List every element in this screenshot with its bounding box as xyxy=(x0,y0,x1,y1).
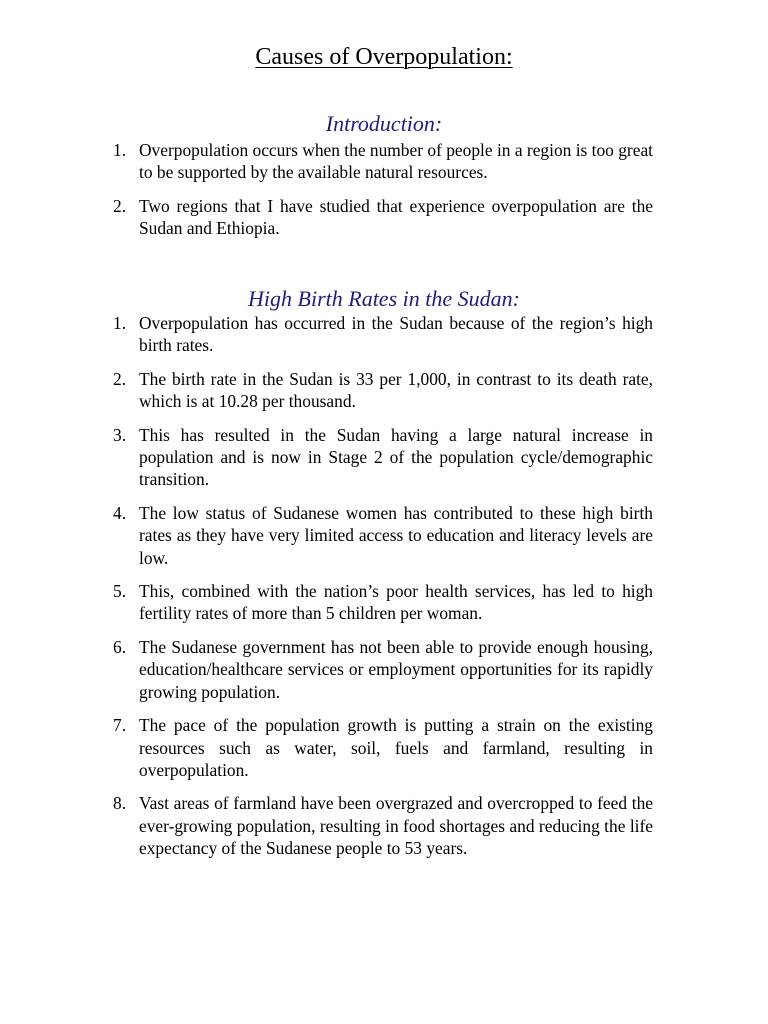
list-item xyxy=(113,792,653,859)
list-item xyxy=(113,636,653,703)
item-text: The low status of Sudanese women has contributed to these high birth rates as they have very limited access to education and literacy levels are low. xyxy=(139,502,653,568)
item-number: 4. xyxy=(113,502,127,523)
item-number: 2. xyxy=(113,368,127,389)
item-text: This has resulted in the Sudan having a large natural increase in population and is now in Stage 2 of the population cycle/demographic transition. xyxy=(139,424,653,490)
list-item xyxy=(113,195,653,240)
item-text: Overpopulation has occurred in the Sudan because of the region’s high birth rates. xyxy=(139,313,653,356)
item-number: 7. xyxy=(113,715,127,736)
item-text: The birth rate in the Sudan is 33 per 1,000, in contrast to its death rate, which is at 10.28 per thousand. xyxy=(139,368,653,412)
section-heading-high-birth-rates: High Birth Rates in the Sudan: xyxy=(248,286,520,311)
item-number: 6. xyxy=(113,636,127,657)
item-text: The Sudanese government has not been able to provide enough housing, education/healthcare services or employment opportunities for its rapidly growing population. xyxy=(139,636,653,702)
list-item xyxy=(113,580,653,625)
item-text: Vast areas of farmland have been overgrazed and overcropped to feed the ever-growing population, resulting in food shortages and reducing the life expectancy of the Sudanese people to 53 years. xyxy=(139,793,653,859)
list-item xyxy=(113,424,653,491)
item-number: 8. xyxy=(113,793,127,814)
birth-rates-list xyxy=(113,312,653,871)
list-item xyxy=(113,312,653,357)
item-number: 5. xyxy=(113,581,127,602)
list-item xyxy=(113,714,653,781)
item-text: The pace of the population growth is putting a strain on the existing resources such as water, soil, fuels and farmland, resulting in overpopulation. xyxy=(139,715,653,780)
list-item xyxy=(113,368,653,413)
document-title: Causes of Overpopulation: xyxy=(255,44,513,70)
list-item xyxy=(113,139,653,184)
list-item xyxy=(113,502,653,569)
item-text: Two regions that I have studied that experience overpopulation are the Sudan and Ethiopia. xyxy=(139,195,653,239)
item-text: This, combined with the nation’s poor health services, has led to high fertility rates of more than 5 children per woman. xyxy=(139,581,653,624)
item-number: 1. xyxy=(113,313,127,333)
introduction-list xyxy=(113,139,653,251)
item-number: 3. xyxy=(113,424,127,445)
item-text: Overpopulation occurs when the number of people in a region is too great to be supported by the available natural resources. xyxy=(139,140,653,183)
item-number: 2. xyxy=(113,195,127,216)
section-heading-introduction: Introduction: xyxy=(325,111,443,136)
item-number: 1. xyxy=(113,140,127,160)
